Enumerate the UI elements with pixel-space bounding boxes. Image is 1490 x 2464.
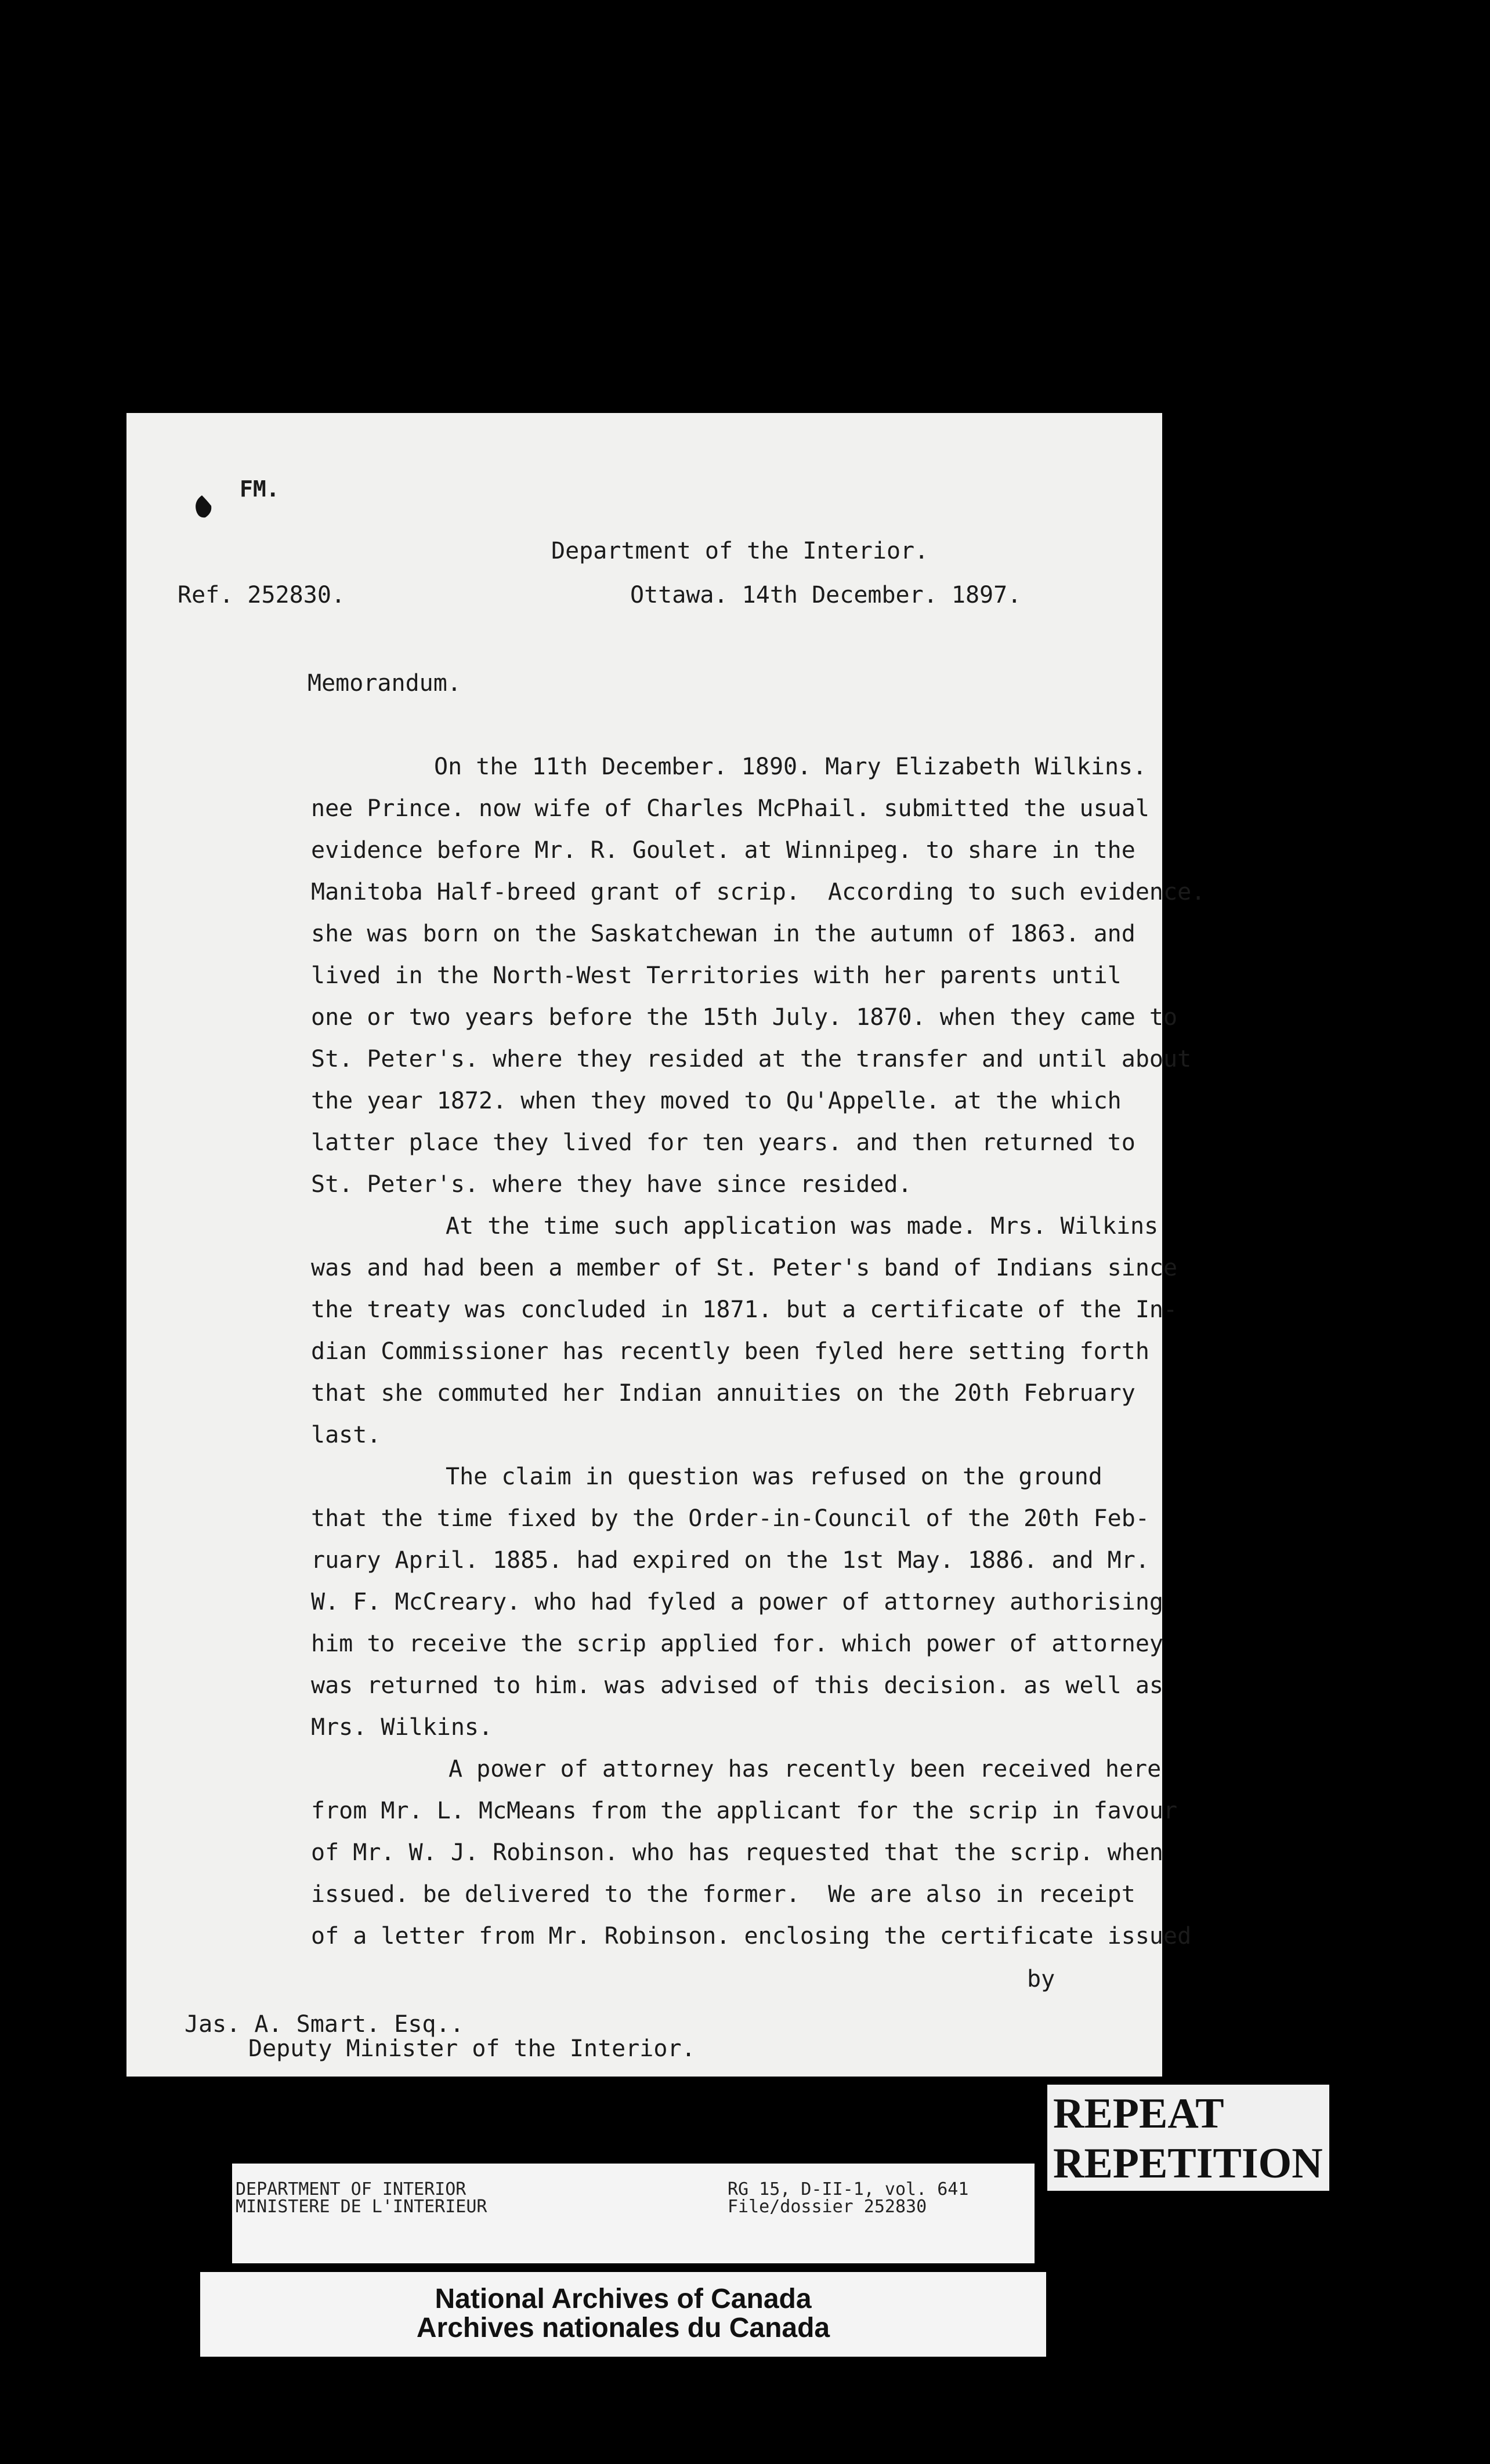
memo-line: A power of attorney has recently been received here — [449, 1756, 1162, 1782]
memo-line: was and had been a member of St. Peter's band of Indians since — [311, 1255, 1178, 1281]
memo-line: evidence before Mr. R. Goulet. at Winnipeg. to share in the — [311, 837, 1135, 864]
memo-line: last. — [311, 1422, 381, 1448]
memo-line: that the time fixed by the Order-in-Council of the 20th Feb- — [311, 1505, 1149, 1532]
memorandum-heading: Memorandum. — [308, 670, 461, 697]
department-heading: Department of the Interior. — [551, 538, 929, 564]
addressee-name: Jas. A. Smart. Esq.. — [185, 2011, 464, 2038]
memo-line: ruary April. 1885. had expired on the 1st May. 1886. and Mr. — [311, 1547, 1149, 1574]
memo-line: issued. be delivered to the former. We are also in receipt — [311, 1881, 1135, 1908]
document-page — [126, 413, 1206, 2077]
repeat-stamp-line: REPEAT — [1053, 2090, 1224, 2137]
place-date: Ottawa. 14th December. 1897. — [630, 582, 1022, 608]
memo-line: St. Peter's. where they resided at the transfer and until about — [311, 1046, 1192, 1072]
memo-line: that she commuted her Indian annuities on the 20th February — [311, 1380, 1135, 1407]
memo-line: Manitoba Half-breed grant of scrip. According to such evidence. — [311, 879, 1206, 905]
department-english: DEPARTMENT OF INTERIOR — [236, 2179, 466, 2200]
memo-line: On the 11th December. 1890. Mary Elizabeth Wilkins. — [434, 753, 1147, 780]
archive-name-english: National Archives of Canada — [435, 2284, 812, 2314]
memo-line: of a letter from Mr. Robinson. enclosing the certificate issued — [311, 1923, 1192, 1950]
memo-line: dian Commissioner has recently been fyled here setting forth — [311, 1338, 1149, 1365]
memo-line: The claim in question was refused on the ground — [446, 1463, 1102, 1490]
memo-line: Mrs. Wilkins. — [311, 1714, 493, 1741]
memo-line: was returned to him. was advised of this decision. as well as — [311, 1672, 1164, 1699]
addressee-title: Deputy Minister of the Interior. — [248, 2035, 696, 2062]
memo-line: At the time such application was made. Mrs. Wilkins — [446, 1213, 1159, 1240]
department-french: MINISTERE DE L'INTERIEUR — [236, 2197, 487, 2217]
file-reference: File/dossier 252830 — [728, 2197, 927, 2217]
paper-clip-mark-icon — [191, 493, 215, 520]
catchword: by — [1027, 1966, 1055, 1992]
memo-line: from Mr. L. McMeans from the applicant for the scrip in favour — [311, 1798, 1178, 1824]
memo-line: the treaty was concluded in 1871. but a certificate of the In- — [311, 1296, 1178, 1323]
memo-line: latter place they lived for ten years. and then returned to — [311, 1129, 1135, 1156]
memo-line: St. Peter's. where they have since resided. — [311, 1171, 912, 1198]
archive-label — [200, 2272, 1046, 2357]
volume-reference: RG 15, D-II-1, vol. 641 — [728, 2179, 969, 2200]
memo-line: the year 1872. when they moved to Qu'Appelle. at the which — [311, 1088, 1122, 1114]
memo-line: of Mr. W. J. Robinson. who has requested that the scrip. when — [311, 1839, 1164, 1866]
memo-line: one or two years before the 15th July. 1870. when they came to — [311, 1004, 1178, 1031]
memo-line: him to receive the scrip applied for. which power of attorney — [311, 1630, 1164, 1657]
reference-number: Ref. 252830. — [178, 582, 345, 608]
memo-line: nee Prince. now wife of Charles McPhail. submitted the usual — [311, 795, 1149, 822]
archive-name-french: Archives nationales du Canada — [416, 2313, 830, 2343]
repeat-stamp — [1047, 2085, 1329, 2191]
memo-line: lived in the North-West Territories with her parents until — [311, 962, 1122, 989]
memo-line: she was born on the Saskatchewan in the autumn of 1863. and — [311, 921, 1135, 947]
reference-strip — [232, 2164, 1035, 2263]
memo-line: W. F. McCreary. who had fyled a power of attorney authorising — [311, 1589, 1164, 1615]
file-initials: FM. — [240, 476, 280, 502]
repeat-stamp-line: REPETITION — [1053, 2140, 1323, 2187]
